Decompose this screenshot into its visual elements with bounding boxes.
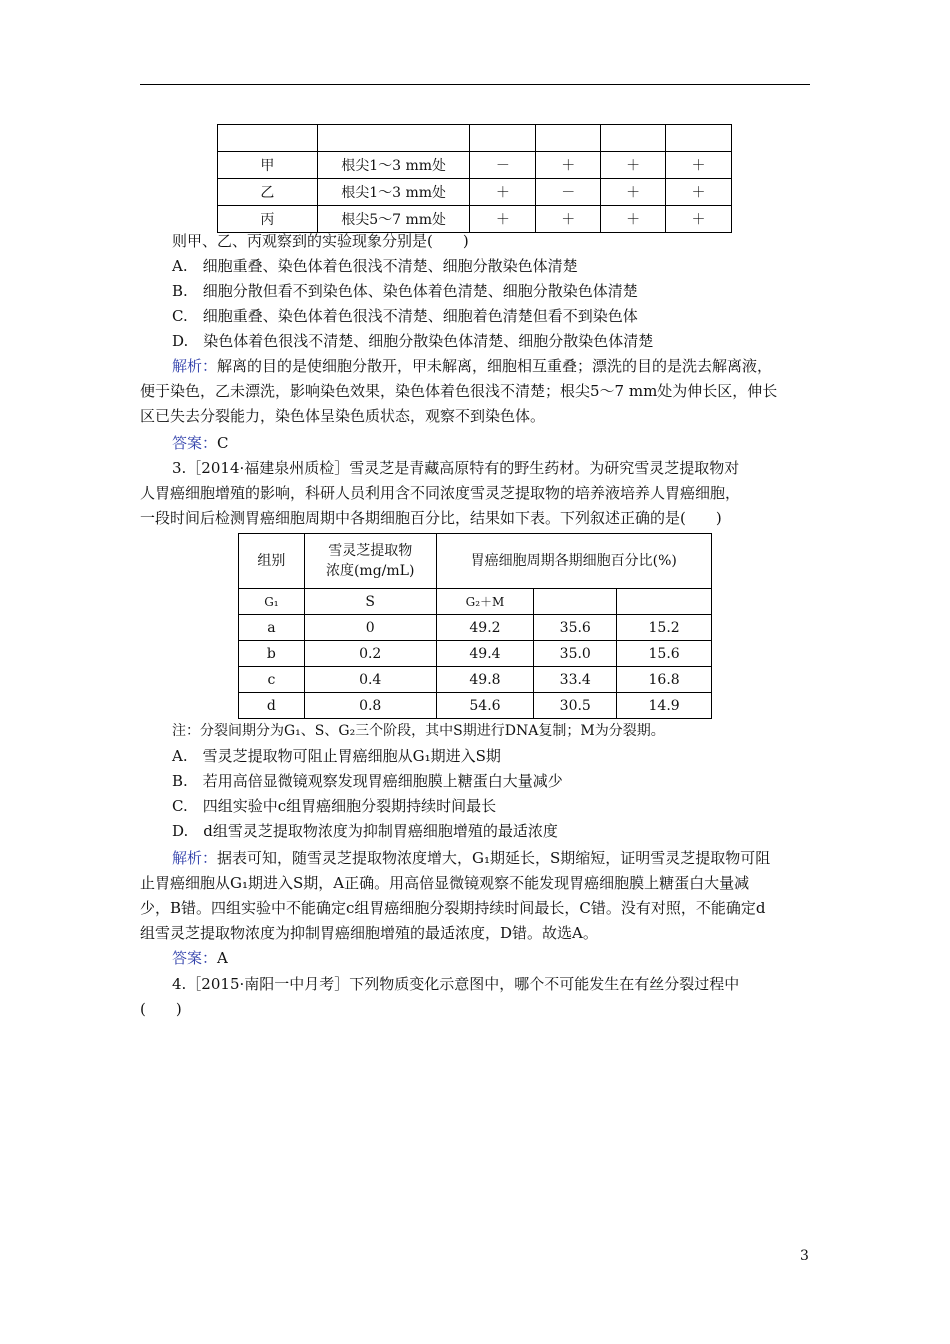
- table-cell: －: [470, 152, 536, 179]
- q2-option-d: D. 染色体着色很浅不清楚、细胞分散染色体清楚、细胞分散染色体清楚: [172, 332, 654, 350]
- observation-table: [217, 124, 732, 233]
- table-cell: 丙: [218, 206, 318, 233]
- q3-note: 注：分裂间期分为G₁、S、G₂三个阶段，其中S期进行DNA复制；M为分裂期。: [172, 723, 665, 739]
- table-cell: d: [239, 693, 305, 719]
- q2-analysis-line: [172, 355, 772, 377]
- table-cell: ＋: [536, 152, 601, 179]
- table-cell: ＋: [601, 179, 666, 206]
- table-cell: ＋: [470, 206, 536, 233]
- table-cell: 14.9: [617, 693, 712, 719]
- table-cell: [218, 125, 318, 152]
- table-cell: 乙: [218, 179, 318, 206]
- analysis-label: 解析：: [172, 849, 218, 867]
- table-cell: 54.6: [436, 693, 534, 719]
- table-cell: 15.2: [617, 615, 712, 641]
- table-cell: [470, 125, 536, 152]
- header-group: 组别: [239, 534, 305, 589]
- table-row: [218, 152, 732, 179]
- table-cell: 49.2: [436, 615, 534, 641]
- q3-analysis-line: 组雪灵芝提取物浓度为抑制胃癌细胞增殖的最适浓度，D错。故选A。: [140, 924, 598, 942]
- header-concentration-line2: 浓度(mg/mL): [325, 563, 415, 579]
- header-concentration: [304, 534, 436, 589]
- table-cell: ＋: [601, 152, 666, 179]
- table-cell: a: [239, 615, 305, 641]
- q2-stem: 则甲、乙、丙观察到的实验现象分别是( ): [172, 232, 469, 250]
- analysis-text: 据表可知，随雪灵芝提取物浓度增大，G₁期延长，S期缩短，证明雪灵芝提取物可阻: [217, 849, 771, 867]
- table-cell: 甲: [218, 152, 318, 179]
- q2-analysis-line: 区已失去分裂能力，染色体呈染色质状态，观察不到染色体。: [140, 407, 546, 425]
- q3-analysis-line: 止胃癌细胞从G₁期进入S期，A正确。用高倍显微镜观察不能发现胃癌细胞膜上糖蛋白大量减: [140, 874, 750, 892]
- table-cell: 0.8: [304, 693, 436, 719]
- table-row: [239, 615, 712, 641]
- table-cell: 49.8: [436, 667, 534, 693]
- table-cell: ＋: [666, 206, 732, 233]
- table-row: [218, 125, 732, 152]
- table-cell: 0: [304, 615, 436, 641]
- q3-analysis-line: 少，B错。四组实验中不能确定c组胃癌细胞分裂期持续时间最长，C错。没有对照，不能确定d: [140, 899, 766, 917]
- table-cell: b: [239, 641, 305, 667]
- analysis-text: 解离的目的是使细胞分散开，甲未解离，细胞相互重叠；漂洗的目的是洗去解离液，: [217, 357, 773, 375]
- table-cell: [317, 125, 470, 152]
- table-cell: [617, 589, 712, 615]
- analysis-label: 解析：: [172, 357, 218, 375]
- table-cell: ＋: [536, 206, 601, 233]
- table-cell: －: [536, 179, 601, 206]
- table-cell: [666, 125, 732, 152]
- table-cell: 根尖1～3 mm处: [317, 179, 470, 206]
- page-number: 3: [800, 1248, 809, 1264]
- cell-cycle-table: [238, 533, 712, 719]
- table-row: [218, 179, 732, 206]
- q3-option-d: D. d组雪灵芝提取物浓度为抑制胃癌细胞增殖的最适浓度: [172, 822, 558, 840]
- q4-stem-line: 4.［2015·南阳一中月考］下列物质变化示意图中，哪个不可能发生在有丝分裂过程中: [172, 975, 740, 993]
- table-cell: 0.2: [304, 641, 436, 667]
- q3-stem-line: 一段时间后检测胃癌细胞周期中各期细胞百分比，结果如下表。下列叙述正确的是( ): [140, 509, 722, 527]
- q3-option-c: C. 四组实验中c组胃癌细胞分裂期持续时间最长: [172, 797, 497, 815]
- table-cell: 16.8: [617, 667, 712, 693]
- table-cell: ＋: [601, 206, 666, 233]
- table-cell: ＋: [666, 179, 732, 206]
- table-cell: 根尖5～7 mm处: [317, 206, 470, 233]
- table-cell: ＋: [666, 152, 732, 179]
- table-cell: [601, 125, 666, 152]
- q3-option-a: A. 雪灵芝提取物可阻止胃癌细胞从G₁期进入S期: [172, 747, 501, 765]
- table-cell: [536, 125, 601, 152]
- q2-answer: [172, 432, 229, 454]
- table-cell: ＋: [470, 179, 536, 206]
- table-cell: 49.4: [436, 641, 534, 667]
- q3-analysis-line: [172, 847, 770, 869]
- table-row: [239, 641, 712, 667]
- answer-value: C: [217, 434, 229, 452]
- table-row: [239, 667, 712, 693]
- table-cell: 根尖1～3 mm处: [317, 152, 470, 179]
- table-cell: 33.4: [534, 667, 617, 693]
- table-subheader-row: [239, 589, 712, 615]
- table-cell: 35.6: [534, 615, 617, 641]
- q3-answer: [172, 947, 228, 969]
- subheader-g1: G₁: [239, 589, 305, 615]
- q3-stem-line: 人胃癌细胞增殖的影响，科研人员利用含不同浓度雪灵芝提取物的培养液培养人胃癌细胞，: [140, 484, 741, 502]
- q2-option-a: A. 细胞重叠、染色体着色很浅不清楚、细胞分散染色体清楚: [172, 257, 578, 275]
- table-cell: 30.5: [534, 693, 617, 719]
- answer-value: A: [217, 949, 228, 967]
- answer-label: 答案：: [172, 949, 218, 967]
- table-cell: 15.6: [617, 641, 712, 667]
- table-header-row: [239, 534, 712, 589]
- q4-stem-line: ( ): [140, 1000, 182, 1018]
- header-rule: [140, 84, 810, 85]
- subheader-g2m: G₂＋M: [436, 589, 534, 615]
- header-concentration-line1: 雪灵芝提取物: [328, 543, 413, 559]
- subheader-s: S: [304, 589, 436, 615]
- header-percent: 胃癌细胞周期各期细胞百分比(%): [436, 534, 711, 589]
- table-row: [218, 206, 732, 233]
- q3-option-b: B. 若用高倍显微镜观察发现胃癌细胞膜上糖蛋白大量减少: [172, 772, 563, 790]
- table-cell: [534, 589, 617, 615]
- table-cell: 0.4: [304, 667, 436, 693]
- table-cell: c: [239, 667, 305, 693]
- q3-stem-line: 3.［2014·福建泉州质检］雪灵芝是青藏高原特有的野生药材。为研究雪灵芝提取物对: [172, 459, 740, 477]
- table-cell: 35.0: [534, 641, 617, 667]
- q2-analysis-line: 便于染色，乙未漂洗，影响染色效果，染色体着色很浅不清楚；根尖5～7 mm处为伸长区，伸长: [140, 382, 778, 400]
- table-row: [239, 693, 712, 719]
- q2-option-c: C. 细胞重叠、染色体着色很浅不清楚、细胞着色清楚但看不到染色体: [172, 307, 638, 325]
- answer-label: 答案：: [172, 434, 218, 452]
- q2-option-b: B. 细胞分散但看不到染色体、染色体着色清楚、细胞分散染色体清楚: [172, 282, 638, 300]
